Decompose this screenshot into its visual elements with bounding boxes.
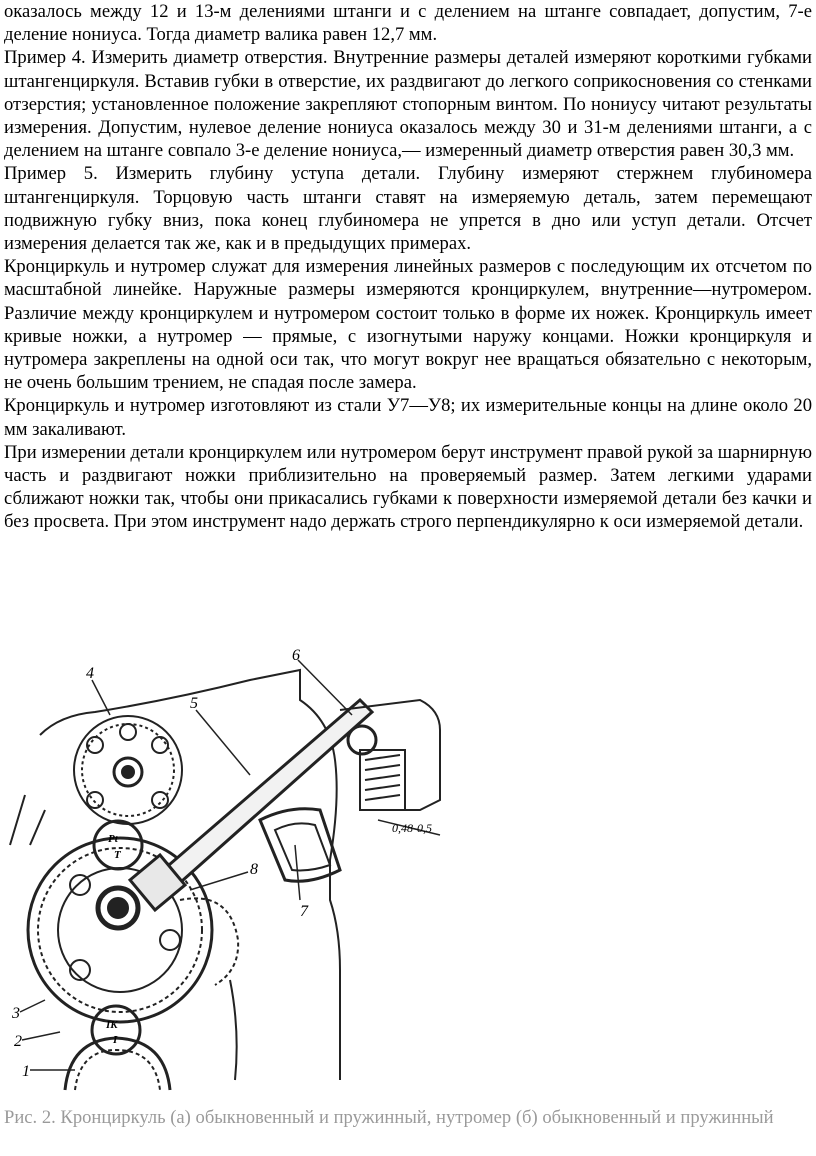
figure-label-8: 8: [250, 861, 258, 878]
figure-label-3: 3: [12, 1005, 20, 1022]
text-body: [4, 0, 812, 534]
figure-label-2: 2: [14, 1033, 22, 1050]
mechanism-drawing: [0, 640, 816, 1100]
paragraph: Кронциркуль и нутромер изготовляют из стали У7—У8; их измерительные концы на длине около 20 мм закаливают.: [4, 395, 812, 440]
gear-mark-pt: Pt: [108, 833, 118, 845]
figure-label-4: 4: [86, 665, 94, 682]
gear-mark-i: I: [113, 1034, 118, 1046]
dimension-label: 0,48-0,5: [392, 821, 432, 835]
paragraph: Пример 5. Измерить глубину уступа детали. Глубину измеряют стержнем глубиномера штангенциркуля. Торцовую часть штанги ставят на измеряемую деталь, затем перемещают подвижную губку вниз, пока конец глубиномера не упрется в дно или уступ детали. Отсчет измерения делается так же, как и в предыдущих примерах.: [4, 163, 812, 255]
figure-illustration: [0, 640, 816, 1100]
paragraph: Пример 4. Измерить диаметр отверстия. Внутренние размеры деталей измеряют короткими губками штангенциркуля. Вставив губки в отверстие, их раздвигают до легкого соприкосновения со стенками отзерстия; установленное положение закрепляют стопорным винтом. По нониусу читают результаты измерения. Допустим, нулевое деление нониуса оказалось между 30 и 31-м делениями штанги, а с делением на штанге совпало 3-е деление нониуса,— измеренный диаметр отверстия равен 30,3 мм.: [4, 47, 812, 162]
paragraph: При измерении детали кронциркулем или нутромером берут инструмент правой рукой за шарнирную часть и раздвигают ножки приблизительно на проверяемый размер. Затем легкими ударами сближают ножки так, чтобы они прикасались губками к поверхности измеряемой детали без качки и без просвета. При этом инструмент надо держать строго перпендикулярно к оси измеряемой детали.: [4, 441, 812, 533]
figure-caption: Рис. 2. Кронциркуль (а) обыкновенный и пружинный, нутромер (б) обыкновенный и пружинный: [4, 1107, 774, 1128]
gear-mark-ik: IK: [106, 1019, 118, 1031]
figure-label-7: 7: [300, 903, 308, 920]
paragraph: Кронциркуль и нутромер служат для измерения линейных размеров с последующим их отсчетом по масштабной линейке. Наружные размеры измеряются кронциркулем, внутренние—нутромером. Различие между кронциркулем и нутромером состоит только в форме их ножек. Кронциркуль имеет кривые ножки, а нутромер — прямые, с изогнутыми наружу концами. Ножки кронциркуля и нутромера закреплены на одной оси так, что могут вокруг нее вращаться обязательно с некоторым, не очень большим трением, не спадая после замера.: [4, 256, 812, 394]
figure-label-5: 5: [190, 695, 198, 712]
gear-mark-t: T: [114, 849, 121, 861]
figure-label-6: 6: [292, 647, 300, 664]
paragraph: оказалось между 12 и 13-м делениями штанги и с делением на штанге совпадает, допустим, 7-е деление нониуса. Тогда диаметр валика равен 12,7 мм.: [4, 1, 812, 46]
figure-label-1: 1: [22, 1063, 30, 1080]
